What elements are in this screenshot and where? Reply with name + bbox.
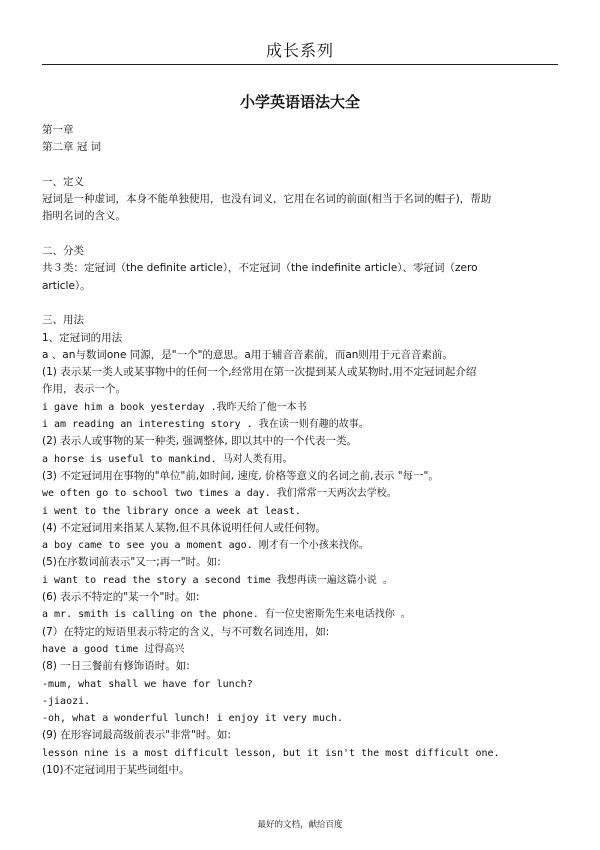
example-sentence: i went to the library once a week at least. <box>42 505 301 517</box>
paragraph-line: 共３类：定冠词（the definite article），不定冠词（the indefinite article）、零冠词（zero <box>42 262 478 275</box>
example-sentence: -mum, what shall we have for lunch? <box>42 678 253 690</box>
example-sentence: i am reading an interesting story . 我在读一则有趣的故事。 <box>42 419 369 431</box>
example-sentence: -jiaozi. <box>42 695 91 707</box>
example-sentence: i want to read the story a second time 我想再读一遍这篇小说 。 <box>42 574 393 586</box>
chapter-heading: 第二章 冠 词 <box>42 141 102 154</box>
rule-line: (7）在特定的短语里表示特定的含义，与不可数名词连用，如: <box>42 625 330 638</box>
document-title: 小学英语语法大全 <box>239 93 360 111</box>
header-divider <box>42 64 558 65</box>
section-heading: 二、分类 <box>42 245 84 258</box>
subsection-heading: 1、定冠词的用法 <box>42 331 123 344</box>
chapter-heading: 第一章 <box>42 124 74 136</box>
blank-line <box>42 226 558 243</box>
example-sentence: a boy came to see you a moment ago. 刚才有一个小孩来找你。 <box>42 540 369 552</box>
rule-line: (2) 表示人或事物的某一种类, 强调整体, 即以其中的一个代表一类。 <box>42 435 358 448</box>
paragraph-line: article）。 <box>42 279 91 292</box>
example-sentence: we often go to school two times a day. 我们常常一天两次去学校。 <box>42 488 397 500</box>
paragraph-line: a 、an与数词one 同源，是"一个"的意思。a用于辅音音素前，而an则用于元音音素前。 <box>42 348 453 361</box>
rule-line: 作用，表示一个。 <box>42 383 126 396</box>
rule-line: (10)不定冠词用于某些词组中。 <box>42 763 190 776</box>
rule-line: (5)在序数词前表示"又一;再一"时。如: <box>42 556 221 569</box>
rule-line: (4) 不定冠词用来指某人某物,但不具体说明任何人或任何物。 <box>42 521 327 534</box>
rule-line: (3) 不定冠词用在事物的"单位"前,如时间, 速度, 价格等意义的名词之前,表示 "每一"。 <box>42 469 439 482</box>
rule-line: (8) 一日三餐前有修饰语时。如: <box>42 660 190 673</box>
usage-rule-list <box>42 364 558 779</box>
section-heading: 一、定义 <box>42 175 84 188</box>
blank-line <box>42 295 558 312</box>
blank-line <box>42 157 558 174</box>
example-sentence: have a good time 过得高兴 <box>42 643 185 655</box>
section-heading: 三、用法 <box>42 314 84 327</box>
rule-line: (1) 表示某一类人或某事物中的任何一个,经常用在第一次提到某人或某物时,用不定冠词起介绍 <box>42 366 477 379</box>
document-body <box>42 122 558 779</box>
paragraph-line: 指明名词的含义。 <box>42 210 126 223</box>
rule-line: (6) 表示不特定的"某一个"时。如: <box>42 591 200 604</box>
example-sentence: a horse is useful to mankind. 马对人类有用。 <box>42 453 293 465</box>
example-sentence: lesson nine is a most difficult lesson, but it isn't the most difficult one. <box>42 747 500 759</box>
example-sentence: i gave him a book yesterday .我昨天给了他一本书 <box>42 401 307 413</box>
example-sentence: a mr. smith is calling on the phone. 有一位史密斯先生来电话找你 。 <box>42 609 411 621</box>
rule-line: (9) 在形容词最高级前表示"非常"时。如: <box>42 729 231 742</box>
example-sentence: -oh, what a wonderful lunch! i enjoy it very much. <box>42 713 344 725</box>
paragraph-line: 冠词是一种虚词，本身不能单独使用，也没有词义，它用在名词的前面(相当于名词的帽子)，帮助 <box>42 193 492 206</box>
page-footer: 最好的文档，献给百度 <box>257 820 343 830</box>
running-head: 成长系列 <box>265 41 334 60</box>
